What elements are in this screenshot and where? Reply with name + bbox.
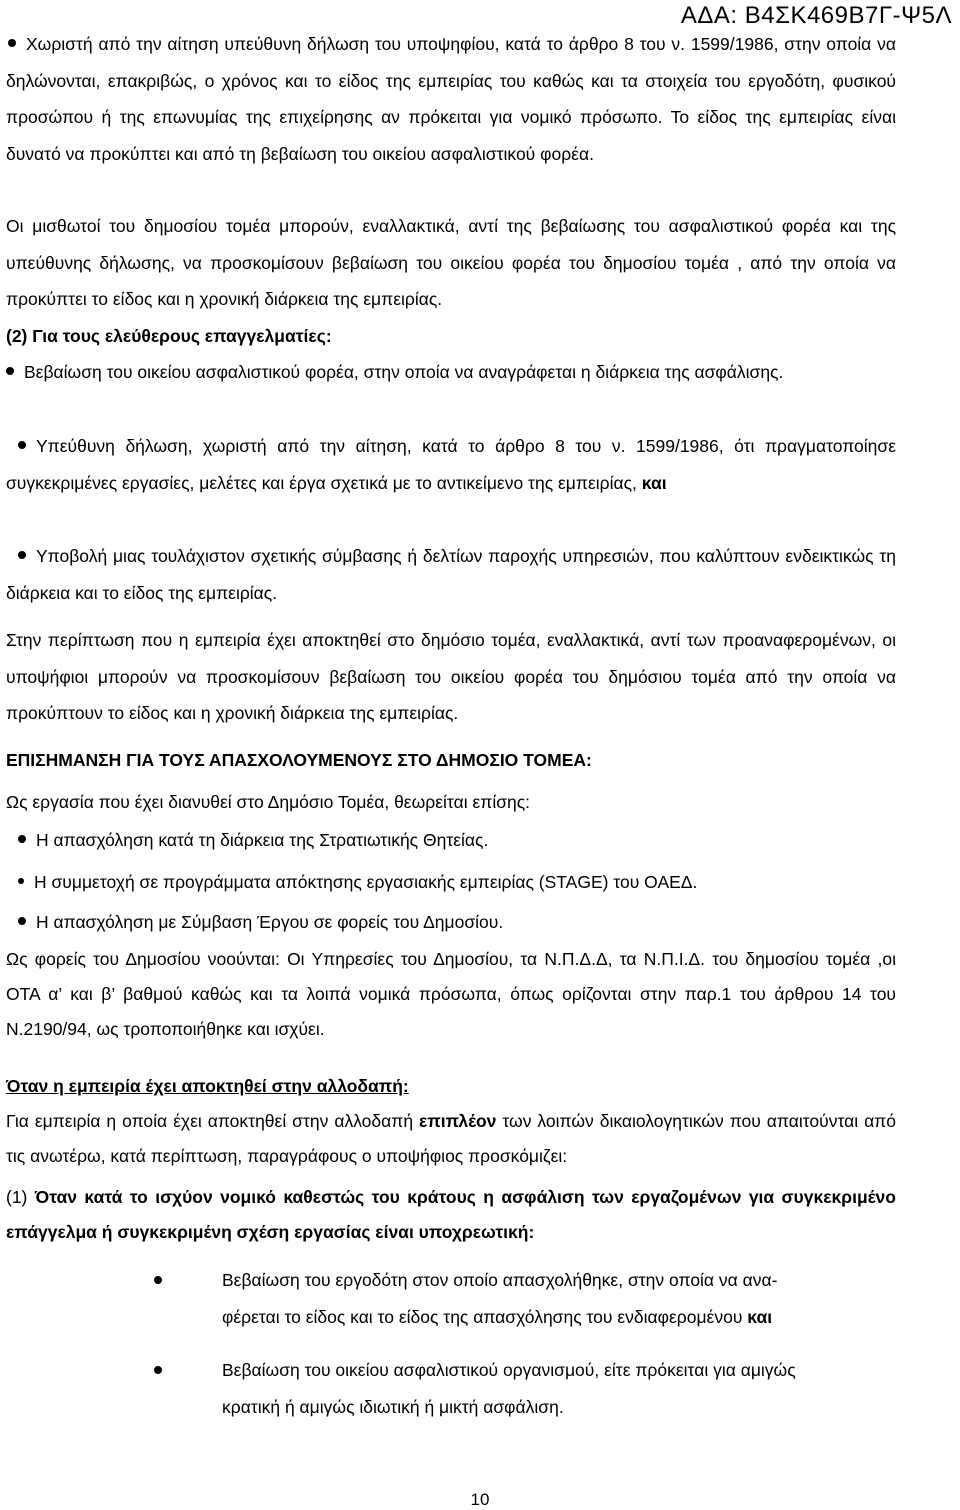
bullet-insurance-certificate bbox=[6, 354, 896, 391]
bullet-work-contract-text: Η απασχόληση με Σύμβαση Έργου σε φορείς του Δημοσίου. bbox=[36, 912, 504, 932]
bullet-contract-text: Υποβολή μιας τουλάχιστον σχετικής σύμβασης ή δελτίων παροχής υπηρεσιών, που καλύπτουν ενδεικτικώς τη διάρκεια και το είδος της εμπειρίας. bbox=[6, 546, 896, 603]
heading-freelancers: (2) Για τους ελεύθερους επαγγελματίες: bbox=[6, 326, 332, 346]
bullet-contract bbox=[6, 538, 896, 611]
bullet-military-service-text: Η απασχόληση κατά τη διάρκεια της Στρατιωτικής Θητείας. bbox=[36, 830, 489, 850]
paragraph-mandatory-insurance bbox=[6, 1180, 896, 1250]
bullet-icon bbox=[18, 441, 26, 449]
paragraph-public-bodies: Ως φορείς του Δημοσίου νοούνται: Οι Υπηρεσίες του Δημοσίου, τα Ν.Π.Δ.Δ, τα Ν.Π.Ι.Δ. του δημοσίου τομέα ,οι ΟΤΑ α’ και β’ βαθμού καθώς και τα λοιπά νομικά πρόσωπα, όπως ορίζονται στην παρ.1 του άρθρου 14 του Ν.2190/94, ως τροποποιήθηκε και ισχύει. bbox=[6, 949, 896, 1039]
bullet-insurance-certificate-text: Βεβαίωση του οικείου ασφαλιστικού φορέα, στην οποία να αναγράφεται η διάρκεια της ασφάλισης. bbox=[24, 362, 784, 382]
bullet-icon bbox=[154, 1366, 162, 1374]
paragraph-mandatory-bold: Όταν κατά το ισχύον νομικό καθεστώς του κράτους η ασφάλιση των εργαζομένων για συγκεκριμένο επάγγελμα ή συγκεκριμένη σχέση εργασίας είναι υποχρεωτική: bbox=[6, 1187, 896, 1242]
bullet-work-contract bbox=[6, 904, 896, 941]
paragraph-abroad-bold: επιπλέον bbox=[419, 1111, 497, 1131]
paragraph-public-employees: Οι μισθωτοί του δημοσίου τομέα μπορούν, εναλλακτικά, αντί της βεβαίωσης του ασφαλιστικού φορέα και της υπεύθυνης δήλωσης, να προσκομίσουν βεβαίωση του οικείου φορέα του δημοσίου τομέα , από την οποία να προκύπτει το είδος και η χρονική διάρκεια της εμπειρίας. bbox=[6, 216, 896, 309]
bullet-icon bbox=[18, 917, 26, 925]
bullet-insurance-organization bbox=[222, 1352, 898, 1425]
bullet-employer-certificate bbox=[222, 1262, 898, 1335]
bullet-stage-text: Η συμμετοχή σε προγράμματα απόκτησης εργασιακής εμπειρίας (STAGE) του ΟΑΕΔ. bbox=[34, 872, 698, 892]
paragraph-declaration bbox=[6, 26, 896, 172]
bullet-icon bbox=[18, 835, 26, 843]
bullet-employer-line-2-text: φέρεται το είδος και το είδος της απασχόλησης του ενδιαφερομένου bbox=[222, 1306, 743, 1327]
paragraph-declaration-text: Χωριστή από την αίτηση υπεύθυνη δήλωση του υποψηφίου, κατά το άρθρο 8 του ν. 1599/1986, στην οποία να δηλώνονται, επακριβώς, ο χρόνος και το είδος της εμπειρίας του καθώς και τα στοιχεία του εργοδότη, φυσικού προσώπου ή της επωνυμίας της επιχείρησης αν πρόκειται για νομικό πρόσωπο. Το είδος της εμπειρίας είναι δυνατό να προκύπτει και από τη βεβαίωση του οικείου ασφαλιστικού φορέα. bbox=[6, 34, 896, 164]
bullet-employer-and: και bbox=[747, 1306, 773, 1327]
page-number: 10 bbox=[470, 1490, 490, 1509]
paragraph-abroad-text-b: των λοιπών δικαιολογητικών που απαιτούνται από τις ανωτέρω, κατά περίπτωση, παραγράφους ο υποψήφιος προσκόμιζει: bbox=[6, 1111, 896, 1166]
bullet-declaration-text-b: συγκεκριμένες εργασίες, μελέτες και έργα σχετικά με το αντικείμενο της εμπειρίας, bbox=[6, 472, 637, 493]
bullet-icon bbox=[8, 39, 16, 47]
paragraph-abroad-text-a: Για εμπειρία η οποία έχει αποκτηθεί στην αλλοδαπή bbox=[6, 1111, 414, 1131]
bullet-declaration-text-a: Υπεύθυνη δήλωση, χωριστή από την αίτηση, κατά το άρθρο 8 του ν. 1599/1986, ότι πραγματοποίησε bbox=[36, 436, 896, 456]
bullet-icon bbox=[18, 878, 24, 884]
bullet-employer-line-1: Βεβαίωση του εργοδότη στον οποίο απασχολήθηκε, στην οποία να ανα- bbox=[222, 1270, 778, 1290]
bullet-stage bbox=[6, 864, 896, 901]
bullet-icon bbox=[6, 367, 14, 375]
bullet-responsible-declaration bbox=[6, 428, 896, 501]
heading-notice: ΕΠΙΣΗΜΑΝΣΗ ΓΙΑ ΤΟΥΣ ΑΠΑΣΧΟΛΟΥΜΕΝΟΥΣ ΣΤΟ ΔΗΜΟΣΙΟ ΤΟΜΕΑ: bbox=[6, 750, 592, 770]
paragraph-also-considered: Ως εργασία που έχει διανυθεί στο Δημόσιο Τομέα, θεωρείται επίσης: bbox=[6, 792, 531, 812]
ada-code: ΑΔΑ: Β4ΣΚ469Β7Γ-Ψ5Λ bbox=[680, 2, 952, 29]
heading-abroad: Όταν η εμπειρία έχει αποκτηθεί στην αλλοδαπή: bbox=[6, 1076, 409, 1096]
bullet-employer-line-2 bbox=[222, 1299, 898, 1336]
paragraph-abroad bbox=[6, 1104, 896, 1174]
bullet-icon bbox=[18, 551, 26, 559]
bullet-military-service bbox=[6, 822, 896, 859]
bullet-insurance-org-line-1: Βεβαίωση του οικείου ασφαλιστικού οργανισμού, είτε πρόκειται για αμιγώς bbox=[222, 1360, 796, 1380]
bullet-icon bbox=[154, 1276, 162, 1284]
bullet-insurance-org-line-2: κρατική ή αμιγώς ιδιωτική ή μικτή ασφάλιση. bbox=[222, 1396, 564, 1417]
paragraph-public-sector: Στην περίπτωση που η εμπειρία έχει αποκτηθεί στο δημόσιο τομέα, εναλλακτικά, αντί των προαναφερομένων, οι υποψήφιοι μπορούν να προσκομίσουν βεβαίωση του οικείου φορέα του δημόσιου τομέα από την οποία να προκύπτουν το είδος και η χρονική διάρκεια της εμπειρίας. bbox=[6, 630, 896, 723]
bullet-declaration-and: και bbox=[641, 472, 667, 493]
paragraph-mandatory-number: (1) bbox=[6, 1187, 28, 1207]
